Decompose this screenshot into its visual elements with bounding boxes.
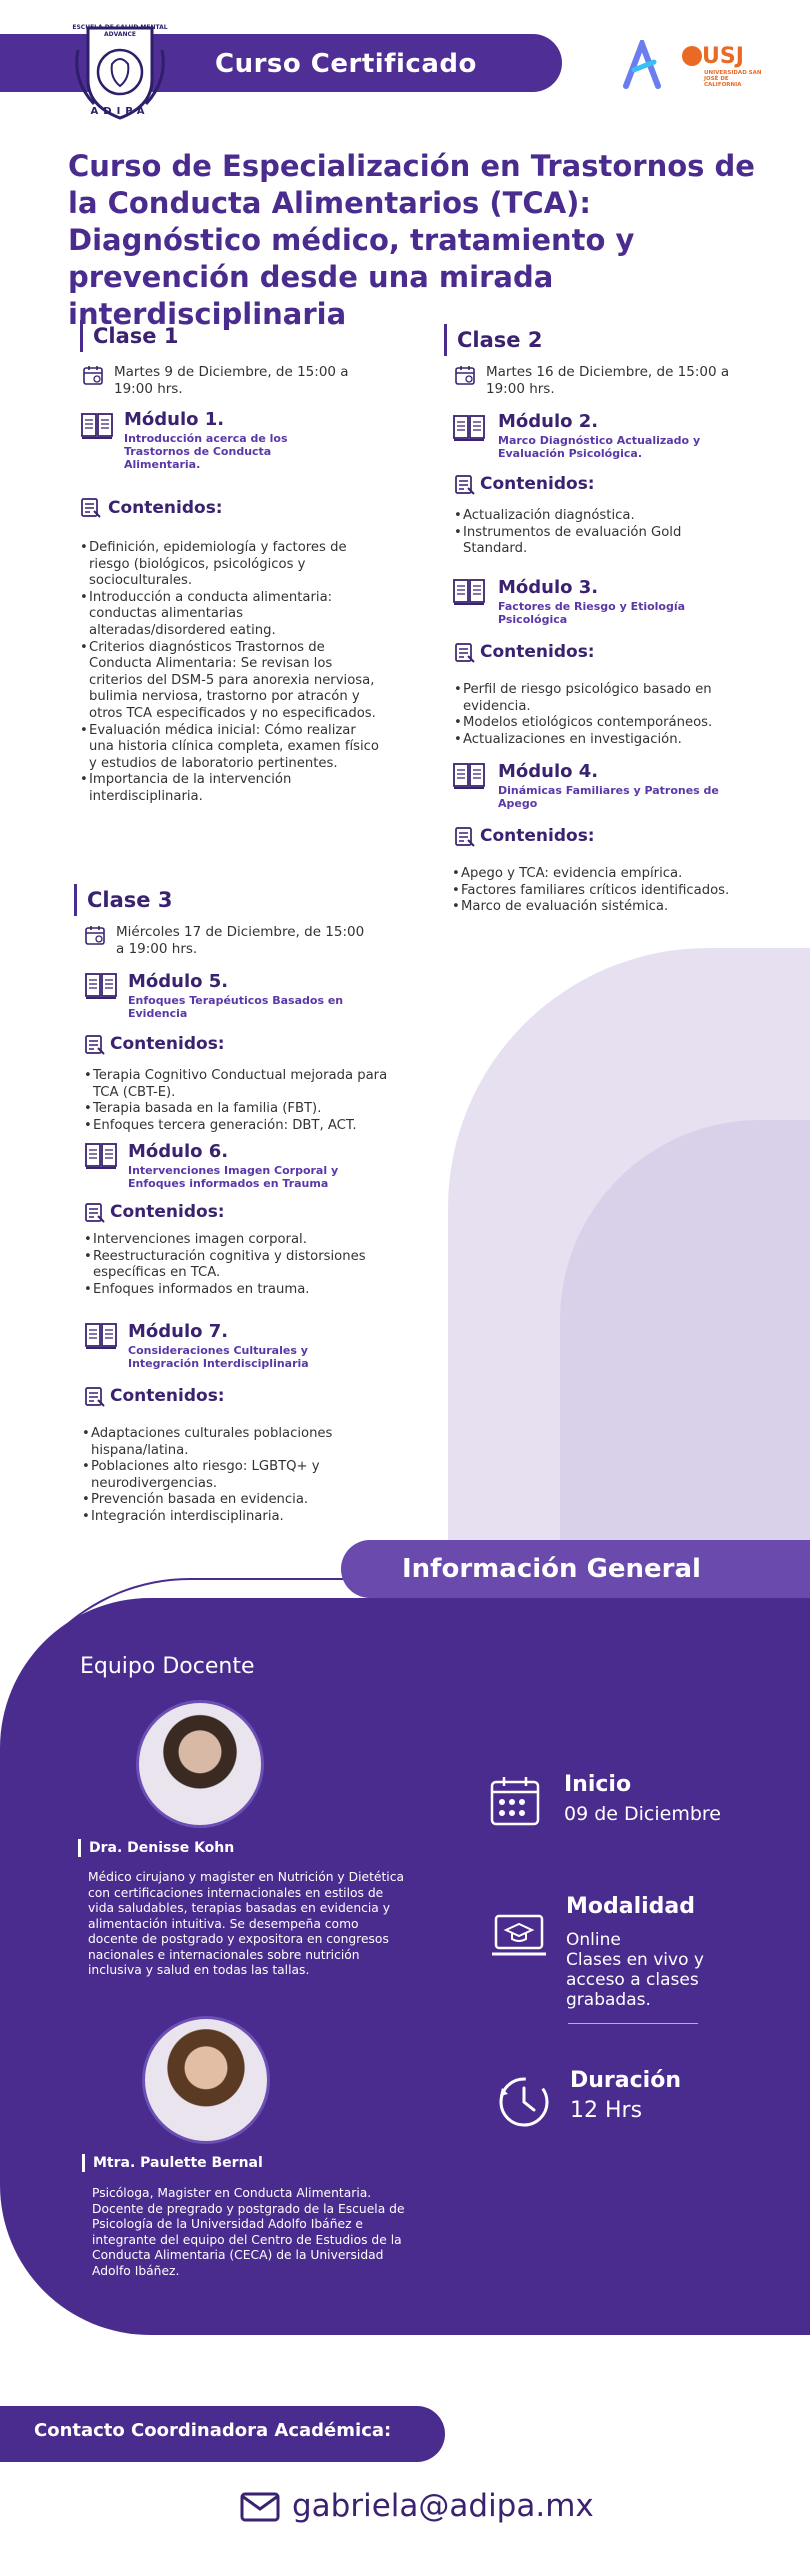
teacher2-name: Mtra. Paulette Bernal — [82, 2154, 382, 2172]
module4-title: Módulo 4. — [498, 761, 599, 782]
module6-subtitle: Intervenciones Imagen Corporal y Enfoques informados en Trauma — [128, 1164, 339, 1190]
mail-icon — [240, 2492, 280, 2522]
module5-title: Módulo 5. — [128, 971, 229, 992]
list-item: • Criterios diagnósticos Trastornos de Conducta Alimentaria: Se revisan los criterios del DSM-5 para anorexia nerviosa, bulimia nerviosa, trastorno por atracón y otros TCA especificados y no especificados. — [80, 640, 380, 723]
module-book-icon — [84, 970, 116, 1002]
module-book-icon — [84, 1140, 116, 1172]
avatar — [136, 1700, 264, 1828]
module7-title: Módulo 7. — [128, 1321, 229, 1342]
modalidad-label: Modalidad — [566, 1894, 696, 1919]
module7-contents-list — [82, 1426, 392, 1526]
modalidad-value: Online Clases en vivo y acceso a clases grabadas. — [566, 1930, 704, 2010]
list-item: • Enfoques tercera generación: DBT, ACT. — [84, 1118, 394, 1135]
module6-title: Módulo 6. — [128, 1141, 229, 1162]
module5-contents-heading: Contenidos: — [110, 1034, 225, 1054]
contact-email-link[interactable]: gabriela@adipa.mx — [292, 2488, 594, 2524]
contents-icon — [84, 1386, 106, 1408]
avatar — [142, 2016, 270, 2144]
module5-subtitle: Enfoques Terapéuticos Basados en Evidencia — [128, 994, 344, 1020]
contents-icon — [84, 1034, 106, 1056]
module3-title: Módulo 3. — [498, 577, 599, 598]
clase2-date-text: Martes 16 de Diciembre, de 15:00 a 19:00 hrs. — [486, 364, 730, 397]
teacher2-bio: Psicóloga, Magister en Conducta Alimentaria. Docente de pregrado y postgrado de la Escuela de Psicología de la Universidad Adolfo Ibáñez e integrante del equipo del Centro de Estudios de la Conducta Alimentaria (CECA) de la Universidad Adolfo Ibáñez. — [92, 2186, 405, 2278]
list-item: • Apego y TCA: evidencia empírica. — [452, 866, 762, 883]
list-item: • Factores familiares críticos identificados. — [452, 883, 762, 900]
duracion-label: Duración — [570, 2068, 681, 2093]
list-item: • Definición, epidemiología y factores de riesgo (biológicos, psicológicos y socioculturales. — [80, 540, 380, 590]
info-general-title: Información General — [402, 1554, 701, 1584]
module2-title: Módulo 2. — [498, 411, 599, 432]
calendar-icon — [488, 1774, 542, 1828]
school-label: ESCUELA DE SALUD MENTAL ADVANCE — [72, 24, 168, 38]
module-book-icon — [84, 1320, 116, 1352]
clase3-date — [84, 924, 374, 958]
module4-contents-heading: Contenidos: — [480, 826, 595, 846]
clase3-date-text: Miércoles 17 de Diciembre, de 15:00 a 19:00 hrs. — [116, 924, 365, 957]
module3-contents-heading: Contenidos: — [480, 642, 595, 662]
module2-contents-heading: Contenidos: — [480, 474, 595, 494]
module-book-icon — [80, 410, 112, 442]
inicio-value: 09 de Diciembre — [564, 1803, 721, 1825]
list-item: • Prevención basada en evidencia. — [82, 1492, 392, 1509]
adipa-wordmark: ADIPA — [90, 106, 150, 117]
clase3-title: Clase 3 — [74, 884, 274, 916]
clock-icon — [494, 2074, 554, 2130]
duracion-value: 12 Hrs — [570, 2098, 643, 2123]
calendar-icon — [454, 364, 476, 386]
calendar-icon — [84, 924, 106, 946]
contents-icon — [84, 1202, 106, 1224]
module-book-icon — [452, 412, 484, 444]
teacher1-name: Dra. Denisse Kohn — [78, 1839, 378, 1857]
contents-icon — [454, 642, 476, 664]
clase1-contents-list — [80, 540, 380, 806]
divider — [568, 2023, 698, 2024]
module-book-icon — [452, 576, 484, 608]
contents-icon — [454, 826, 476, 848]
usj-ball-icon — [682, 46, 702, 66]
list-item: • Evaluación médica inicial: Cómo realizar una historia clínica completa, examen físico y estudios de laboratorio pertinentes. — [80, 723, 380, 773]
module2-contents-list — [454, 508, 744, 558]
clase2-title: Clase 2 — [444, 324, 644, 356]
module6-contents-list — [84, 1232, 394, 1298]
module1-subtitle: Introducción acerca de los Trastornos de Conducta Alimentaria. — [124, 432, 288, 471]
clase1-date-text: Martes 9 de Diciembre, de 15:00 a 19:00 hrs. — [114, 364, 349, 397]
list-item: • Adaptaciones culturales poblaciones hispana/latina. — [82, 1426, 392, 1459]
list-item: • Terapia Cognitivo Conductual mejorada para TCA (CBT-E). — [84, 1068, 394, 1101]
list-item: • Instrumentos de evaluación Gold Standard. — [454, 525, 744, 558]
contact-label: Contacto Coordinadora Académica: — [34, 2420, 392, 2441]
teacher1-bio: Médico cirujano y magister en Nutrición y Dietética con certificaciones internacionales en estilos de vida saludables, terapias basadas en evidencia y alimentación intuitiva. Se desempeña como docente de postgrado y expositora en congresos nacionales e internacionales sobre nutrición inclusiva y salud en todas las tallas. — [88, 1870, 404, 1977]
online-course-icon — [490, 1906, 548, 1964]
clase2-date — [454, 364, 754, 398]
module3-contents-list — [454, 682, 754, 748]
clase1-title: Clase 1 — [80, 320, 280, 352]
module6-contents-heading: Contenidos: — [110, 1202, 225, 1222]
clase1-date — [82, 364, 382, 398]
module5-contents-list — [84, 1068, 394, 1134]
list-item: • Terapia basada en la familia (FBT). — [84, 1101, 394, 1118]
course-title: Curso de Especialización en Trastornos de la Conducta Alimentarios (TCA): Diagnóstico médico, tratamiento y prevención desde una mirada interdisciplinaria — [68, 149, 755, 331]
list-item: • Marco de evaluación sistémica. — [452, 899, 762, 916]
list-item: • Reestructuración cognitiva y distorsiones específicas en TCA. — [84, 1249, 394, 1282]
list-item: • Actualizaciones en investigación. — [454, 732, 754, 749]
module3-subtitle: Factores de Riesgo y Etiología Psicológica — [498, 600, 686, 626]
module4-contents-list — [452, 866, 762, 916]
list-item: • Integración interdisciplinaria. — [82, 1509, 392, 1526]
list-item: • Poblaciones alto riesgo: LGBTQ+ y neurodivergencias. — [82, 1459, 392, 1492]
list-item: • Perfil de riesgo psicológico basado en evidencia. — [454, 682, 754, 715]
list-item: • Intervenciones imagen corporal. — [84, 1232, 394, 1249]
team-heading: Equipo Docente — [80, 1654, 255, 1679]
list-item: • Importancia de la intervención interdisciplinaria. — [80, 772, 380, 805]
list-item: • Modelos etiológicos contemporáneos. — [454, 715, 754, 732]
usj-sublabel: UNIVERSIDAD SAN JOSÉ DE CALIFORNIA — [704, 70, 762, 88]
module7-contents-heading: Contenidos: — [110, 1386, 225, 1406]
list-item: • Introducción a conducta alimentaria: conductas alimentarias alteradas/disordered eating. — [80, 590, 380, 640]
inicio-label: Inicio — [564, 1772, 632, 1797]
list-item: • Enfoques informados en trauma. — [84, 1282, 394, 1299]
module1-title: Módulo 1. — [124, 409, 225, 430]
module2-subtitle: Marco Diagnóstico Actualizado y Evaluación Psicológica. — [498, 434, 701, 460]
list-item: • Actualización diagnóstica. — [454, 508, 744, 525]
module7-subtitle: Consideraciones Culturales y Integración Interdisciplinaria — [128, 1344, 309, 1370]
calendar-icon — [82, 364, 104, 386]
partner-logo-icon — [620, 40, 664, 90]
module-book-icon — [452, 760, 484, 792]
module4-subtitle: Dinámicas Familiares y Patrones de Apego — [498, 784, 719, 810]
contents-icon — [80, 497, 102, 519]
header-title: Curso Certificado — [215, 49, 477, 79]
contents-icon — [454, 474, 476, 496]
usj-logo: USJ — [702, 44, 744, 69]
clase1-contents-heading: Contenidos: — [108, 498, 223, 518]
